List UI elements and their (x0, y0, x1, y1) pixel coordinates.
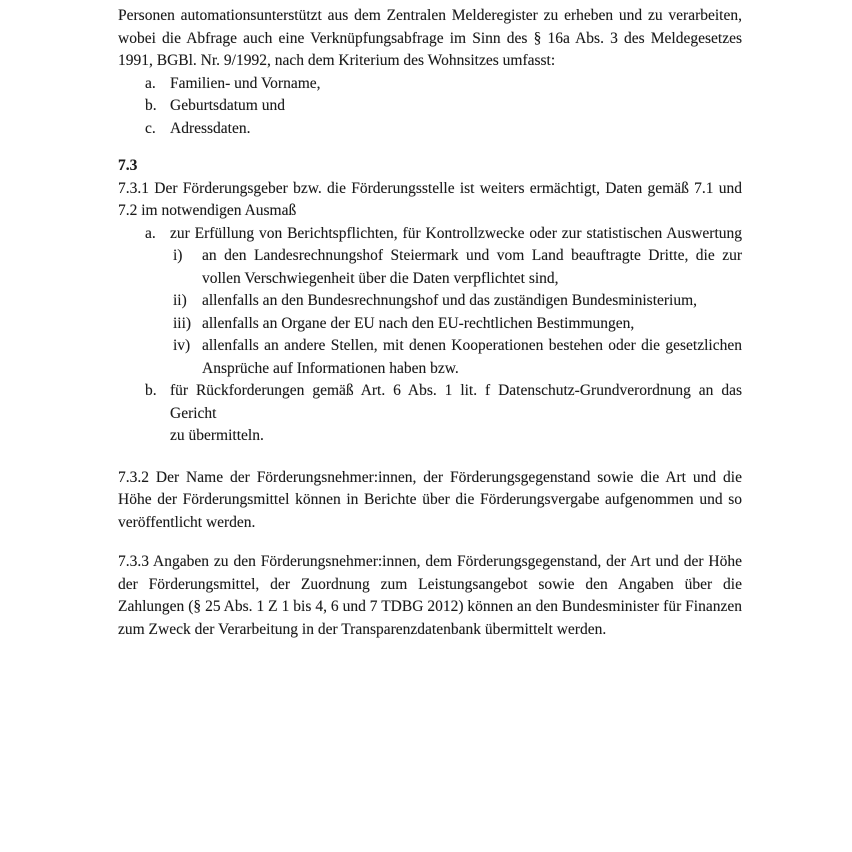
list-item-text-line: zu übermitteln. (170, 427, 264, 444)
sublist-item (173, 313, 742, 336)
list-item-text: Geburtsdatum und (170, 97, 285, 114)
list-item-text-line: Gericht (170, 404, 217, 422)
sublist-item-text: allenfalls an andere Stellen, mit denen Kooperationen bestehen oder die gesetzlichen Ansprüche auf Informationen haben bzw. (202, 337, 742, 377)
list-item-text: Adressdaten. (170, 119, 251, 137)
list-marker: c. (145, 119, 156, 137)
list-item-text: Familien- und Vorname, (170, 74, 321, 92)
sublist-item (173, 245, 742, 290)
list-marker: b. (145, 382, 157, 399)
sublist-item-text: allenfalls an Organe der EU nach den EU-rechtlichen Bestimmungen, (202, 314, 635, 332)
list-marker: a. (145, 74, 156, 92)
sublist-marker: iv) (173, 337, 191, 354)
clause-7-3-1-list (145, 223, 742, 448)
list-marker: a. (145, 224, 156, 242)
list-item-text-line: für Rückforderungen gemäß Art. 6 Abs. 1 lit. f Datenschutz-Grundverordnung an das (170, 382, 742, 399)
list-marker: b. (145, 97, 157, 114)
paragraph-intro: Personen automationsunterstützt aus dem Zentralen Melderegister zu erheben und zu verarbeiten, wobei die Abfrage auch eine Verknüpfungsabfrage im Sinn des § 16a Abs. 3 des Meldegesetzes 1991, BGBl. Nr. 9/1992, nach dem Kriterium des Wohnsitzes umfasst: (118, 7, 742, 69)
sublist-item (173, 290, 742, 313)
sublist-item (173, 335, 742, 380)
list-item-b (145, 380, 742, 448)
intro-list (145, 73, 742, 141)
sublist-marker: i) (173, 247, 183, 264)
paragraph-7-3-2: 7.3.2 Der Name der Förderungsnehmer:innen, der Förderungsgegenstand sowie die Art und die Höhe der Förderungsmittel können in Berichte über die Förderungsvergabe aufgenommen und so veröffentlicht werden. (118, 468, 742, 531)
sublist-marker: ii) (173, 292, 187, 309)
sublist-item-text: an den Landesrechnungshof Steiermark und vom Land beauftragte Dritte, die zur vollen Verschwiegenheit über die Daten verpflichtet sind, (202, 247, 742, 287)
list-item-text: zur Erfüllung von Berichtspflichten, für Kontrollzwecke oder zur statistischen Auswertung (170, 224, 742, 242)
roman-sublist (170, 245, 742, 380)
sublist-marker: iii) (173, 314, 192, 332)
sublist-item-text: allenfalls an den Bundesrechnungshof und das zuständigen Bundesministerium, (202, 292, 698, 309)
paragraph-7-3-3: 7.3.3 Angaben zu den Förderungsnehmer:innen, dem Förderungsgegenstand, der Art und der Höhe der Förderungsmittel, der Zuordnung zum Leistungsangebot sowie den Angaben über die Zahlungen (§ 25 Abs. 1 Z 1 bis 4, 6 und 7 TDBG 2012) können an den Bundesminister für Finanzen zum Zweck der Verarbeitung in der Transparenzdatenbank übermittelt werden. (118, 553, 742, 638)
list-item-a (145, 223, 742, 381)
list-item (145, 95, 742, 118)
list-item (145, 118, 742, 141)
section-heading: 7.3 (118, 157, 138, 174)
paragraph-7-3-1: 7.3.1 Der Förderungsgeber bzw. die Förderungsstelle ist weiters ermächtigt, Daten gemäß 7.1 und 7.2 im notwendigen Ausmaß (118, 179, 742, 219)
list-item (145, 73, 742, 96)
